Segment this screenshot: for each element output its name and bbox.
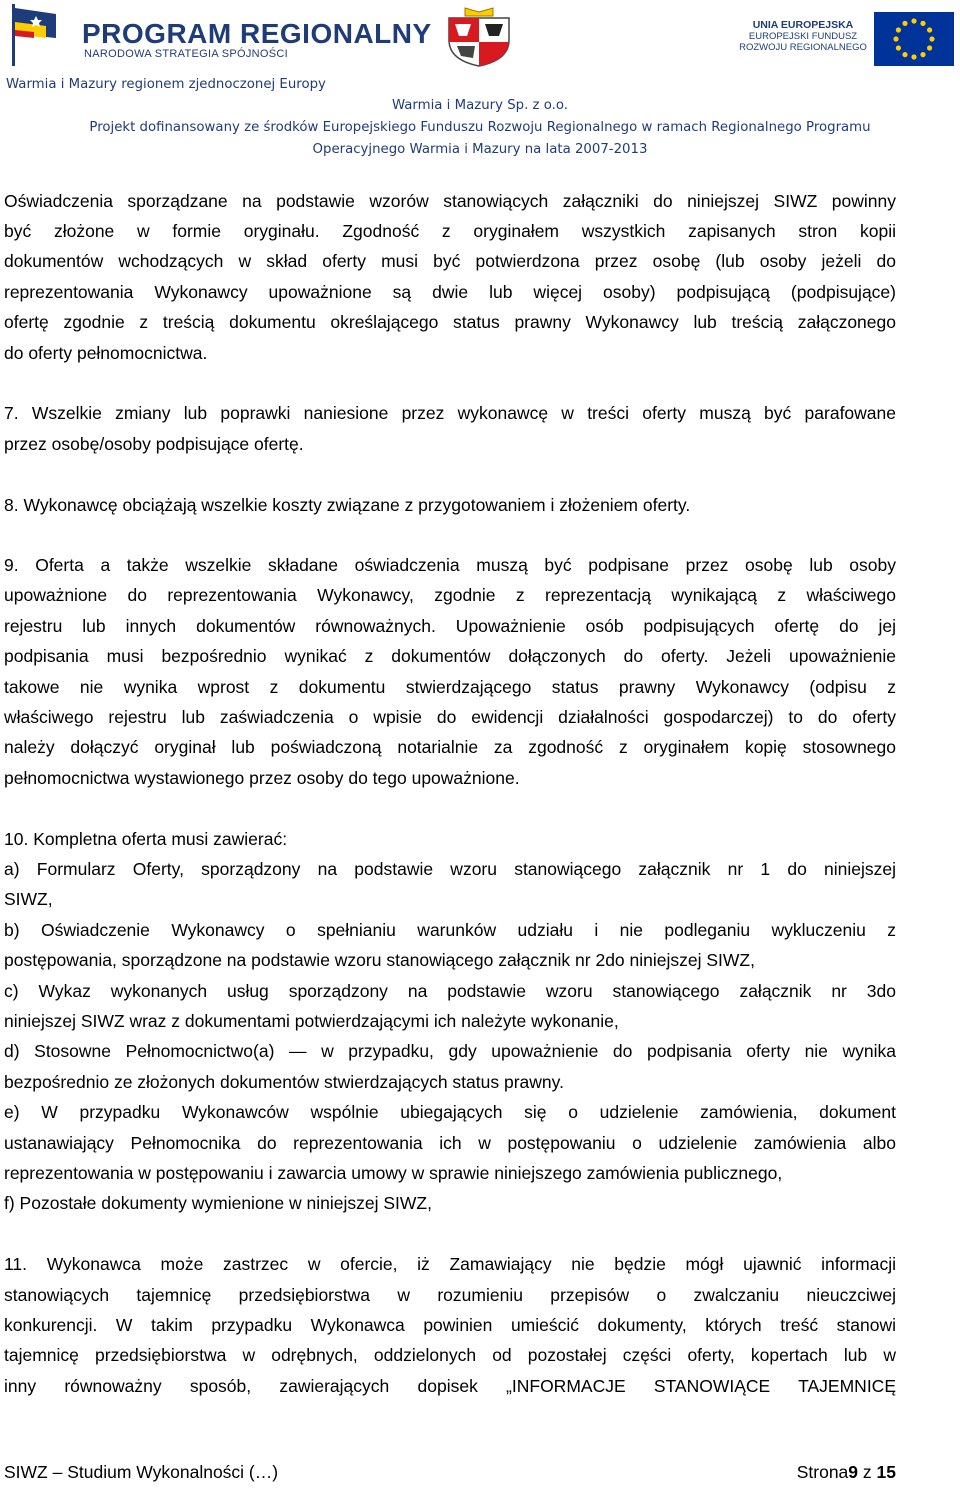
eu-line-1: UNIA EUROPEJSKA [752,19,854,31]
body-line: stanowiących tajemnicę przedsiębiorstwa w rozumieniu przepisów o zwalczaniu nieuczciwej [4,1285,896,1305]
body-line: niniejszej SIWZ wraz z dokumentami potwierdzającymi ich należyte wykonanie, [4,1011,619,1031]
body-line: f) Pozostałe dokumenty wymienione w niniejszej SIWZ, [4,1193,432,1213]
header-line-2: Warmia i Mazury Sp. z o.o. [391,98,568,113]
body-line: reprezentowania Wykonawcy upoważnione są dwie lub więcej osoby) podpisującą (podpisujące) [4,282,896,302]
body-line: b) Oświadczenie Wykonawcy o spełnianiu warunków udziału i nie podleganiu wykluczeniu z [4,920,896,940]
body-line: tajemnicę przedsiębiorstwa w odrębnych, oddzielonych od pozostałej części oferty, kopertach lub w [4,1345,896,1365]
page-total: 15 [876,1462,896,1482]
program-subtitle: NARODOWA STRATEGIA SPÓJNOŚCI [84,48,288,60]
body-line: e) W przypadku Wykonawców wspólnie ubiegających się o udzielenie zamówienia, dokument [4,1102,896,1122]
body-line: 11. Wykonawca może zastrzec w ofercie, iż Zamawiający nie będzie mógł ujawnić informacji [4,1254,896,1274]
body-line: 10. Kompletna oferta musi zawierać: [4,829,288,849]
body-line: ustanawiający Pełnomocnika do reprezentowania ich w postępowaniu o udzielenie zamówienia albo [4,1133,896,1153]
eu-flag-icon [874,12,954,66]
body-line: 8. Wykonawcę obciążają wszelkie koszty związane z przygotowaniem i złożeniem oferty. [4,495,691,515]
body-line: a) Formularz Oferty, sporządzony na podstawie wzoru stanowiącego załącznik nr 1 do niniejszej [4,859,896,879]
body-line: właściwego rejestru lub zaświadczenia o wpisie do ewidencji działalności gospodarczej) to do oferty [4,707,896,727]
body-line: podpisania musi bezpośrednio wynikać z dokumentów dołączonych do oferty. Jeżeli upoważnienie [4,646,896,666]
eu-line-3: ROZWOJU REGIONALNEGO [739,42,867,53]
warmia-mazury-coat-of-arms-icon [445,6,513,68]
program-regionalny-logo [6,4,432,68]
body-line: reprezentowania w postępowaniu i zawarcia umowy w sprawie niniejszego zamówienia publicznego, [4,1163,783,1183]
body-line: pełnomocnictwa wystawionego przez osoby do tego upoważnione. [4,768,520,788]
body-line: należy dołączyć oryginał lub poświadczoną notarialnie za zgodność z oryginałem kopię stosownego [4,737,896,757]
page-label: Strona [796,1462,849,1482]
body-line: dokumentów wchodzących w skład oferty musi być potwierdzona przez osobę (lub osoby jeżeli do [4,251,896,271]
body-line: do oferty pełnomocnictwa. [4,343,208,363]
body-line: takowe nie wynika wprost z dokumentu stwierdzającego status prawny Wykonawcy (odpisu z [4,677,896,697]
body-line: 7. Wszelkie zmiany lub poprawki naniesione przez wykonawcę w treści oferty muszą być parafowane [4,403,896,423]
body-line: Oświadczenia sporządzane na podstawie wzorów stanowiących załączniki do niniejszej SIWZ powinny [4,191,896,211]
body-line: przez osobę/osoby podpisujące ofertę. [4,434,304,454]
eu-fund-label [738,20,868,53]
body-line: upoważnione do reprezentowania Wykonawcy, zgodnie z reprezentacją wynikającą z właściwego [4,585,896,605]
footer-page-number [797,1462,896,1483]
page-current: 9 [848,1462,859,1482]
body-line: ofertę zgodnie z treścią dokumentu określającego status prawny Wykonawcy lub treścią załączonego [4,312,896,332]
body-line: konkurencji. W takim przypadku Wykonawca powinien umieścić dokumenty, których treść stanowi [4,1315,896,1335]
header-line-4: Operacyjnego Warmia i Mazury na lata 2007-2013 [312,142,648,157]
program-title: PROGRAM REGIONALNY [82,18,432,49]
header-line-1: Warmia i Mazury regionem zjednoczonej Europy [6,77,326,92]
body-line: d) Stosowne Pełnomocnictwo(a) — w przypadku, gdy upoważnienie do podpisania oferty nie wynika [4,1041,896,1061]
body-line: 9. Oferta a także wszelkie składane oświadczenia muszą być podpisane przez osobę lub osoby [4,555,896,575]
body-line: być złożone w formie oryginału. Zgodność z oryginałem wszystkich zapisanych stron kopii [4,221,896,241]
body-line: postępowania, sporządzone na podstawie wzoru stanowiącego załącznik nr 2do niniejszej SIWZ, [4,950,755,970]
eu-line-2: EUROPEJSKI FUNDUSZ [748,31,858,42]
footer-document-title: SIWZ – Studium Wykonalności (…) [4,1462,279,1482]
nss-flag-icon [6,4,62,66]
page-separator: z [862,1462,872,1482]
body-line: rejestru lub innych dokumentów równoważnych. Upoważnienie osób podpisujących ofertę do jej [4,616,896,636]
header-line-3: Projekt dofinansowany ze środków Europejskiego Funduszu Rozwoju Regionalnego w ramach Regionalnego Programu [89,120,871,135]
body-line: bezpośrednio ze złożonych dokumentów stwierdzających status prawny. [4,1072,564,1092]
body-line: c) Wykaz wykonanych usług sporządzony na podstawie wzoru stanowiącego załącznik nr 3do [4,981,896,1001]
header-logos [0,0,960,72]
body-line: inny równoważny sposób, zawierających dopisek „INFORMACJE STANOWIĄCE TAJEMNICĘ [4,1376,896,1396]
body-line: SIWZ, [4,889,53,909]
